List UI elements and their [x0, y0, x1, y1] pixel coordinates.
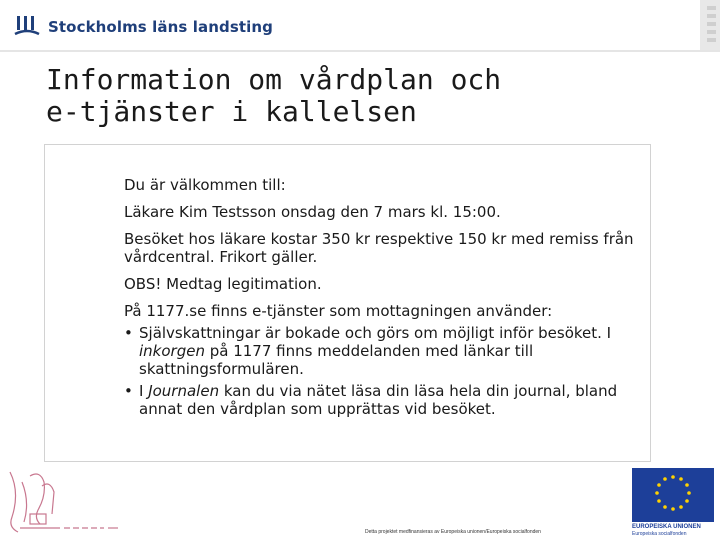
- invitation-text: [124, 176, 654, 422]
- header-divider: [0, 50, 720, 52]
- brand-logo[interactable]: [14, 14, 273, 40]
- inbox-emphasis: inkorgen: [139, 342, 205, 360]
- title-line-2: e-tjänster i kallelsen: [46, 95, 417, 128]
- health-doodle-icon: [0, 462, 130, 540]
- sll-logo-icon: [14, 14, 40, 40]
- eu-label: EUROPEISKA UNIONEN: [632, 524, 701, 530]
- bullet-icon: •: [124, 382, 133, 400]
- appointment-line: Läkare Kim Testsson onsdag den 7 mars kl. 15:00.: [124, 203, 501, 221]
- welcome-line: Du är välkommen till:: [124, 176, 286, 194]
- header-bar: [0, 0, 720, 48]
- eservices-intro: På 1177.se finns e-tjänster som mottagningen använder:: [124, 302, 553, 320]
- title-line-1: Information om vårdplan och: [46, 63, 502, 96]
- journal-emphasis: Journalen: [148, 382, 220, 400]
- eu-logo: [632, 468, 714, 540]
- list-item: • I Journalen kan du via nätet läsa din läsa hela din journal, bland annat den vårdplan som upprättas vid besöket.: [124, 382, 618, 418]
- id-notice: OBS! Medtag legitimation.: [124, 275, 322, 293]
- eu-flag-icon: [632, 468, 714, 522]
- list-item: • Självskattningar är bokade och görs om möjligt inför besöket. I inkorgen på 1177 finns meddelanden med länkar till skattningsformulären.: [124, 324, 612, 378]
- esf-label: Europeiska socialfonden: [632, 531, 687, 537]
- bullet-icon: •: [124, 324, 133, 342]
- scroll-indicator: [700, 0, 720, 52]
- cost-line: Besöket hos läkare kostar 350 kr respektive 150 kr med remiss från vårdcentral. Frikort gäller.: [124, 230, 634, 266]
- funding-note: Detta projektet medfinansieras av Europeiska unionen/Europeiska socialfonden: [365, 529, 541, 535]
- slide-title: [46, 64, 666, 128]
- brand-name: Stockholms läns landsting: [48, 18, 273, 36]
- eservices-list: [124, 324, 654, 418]
